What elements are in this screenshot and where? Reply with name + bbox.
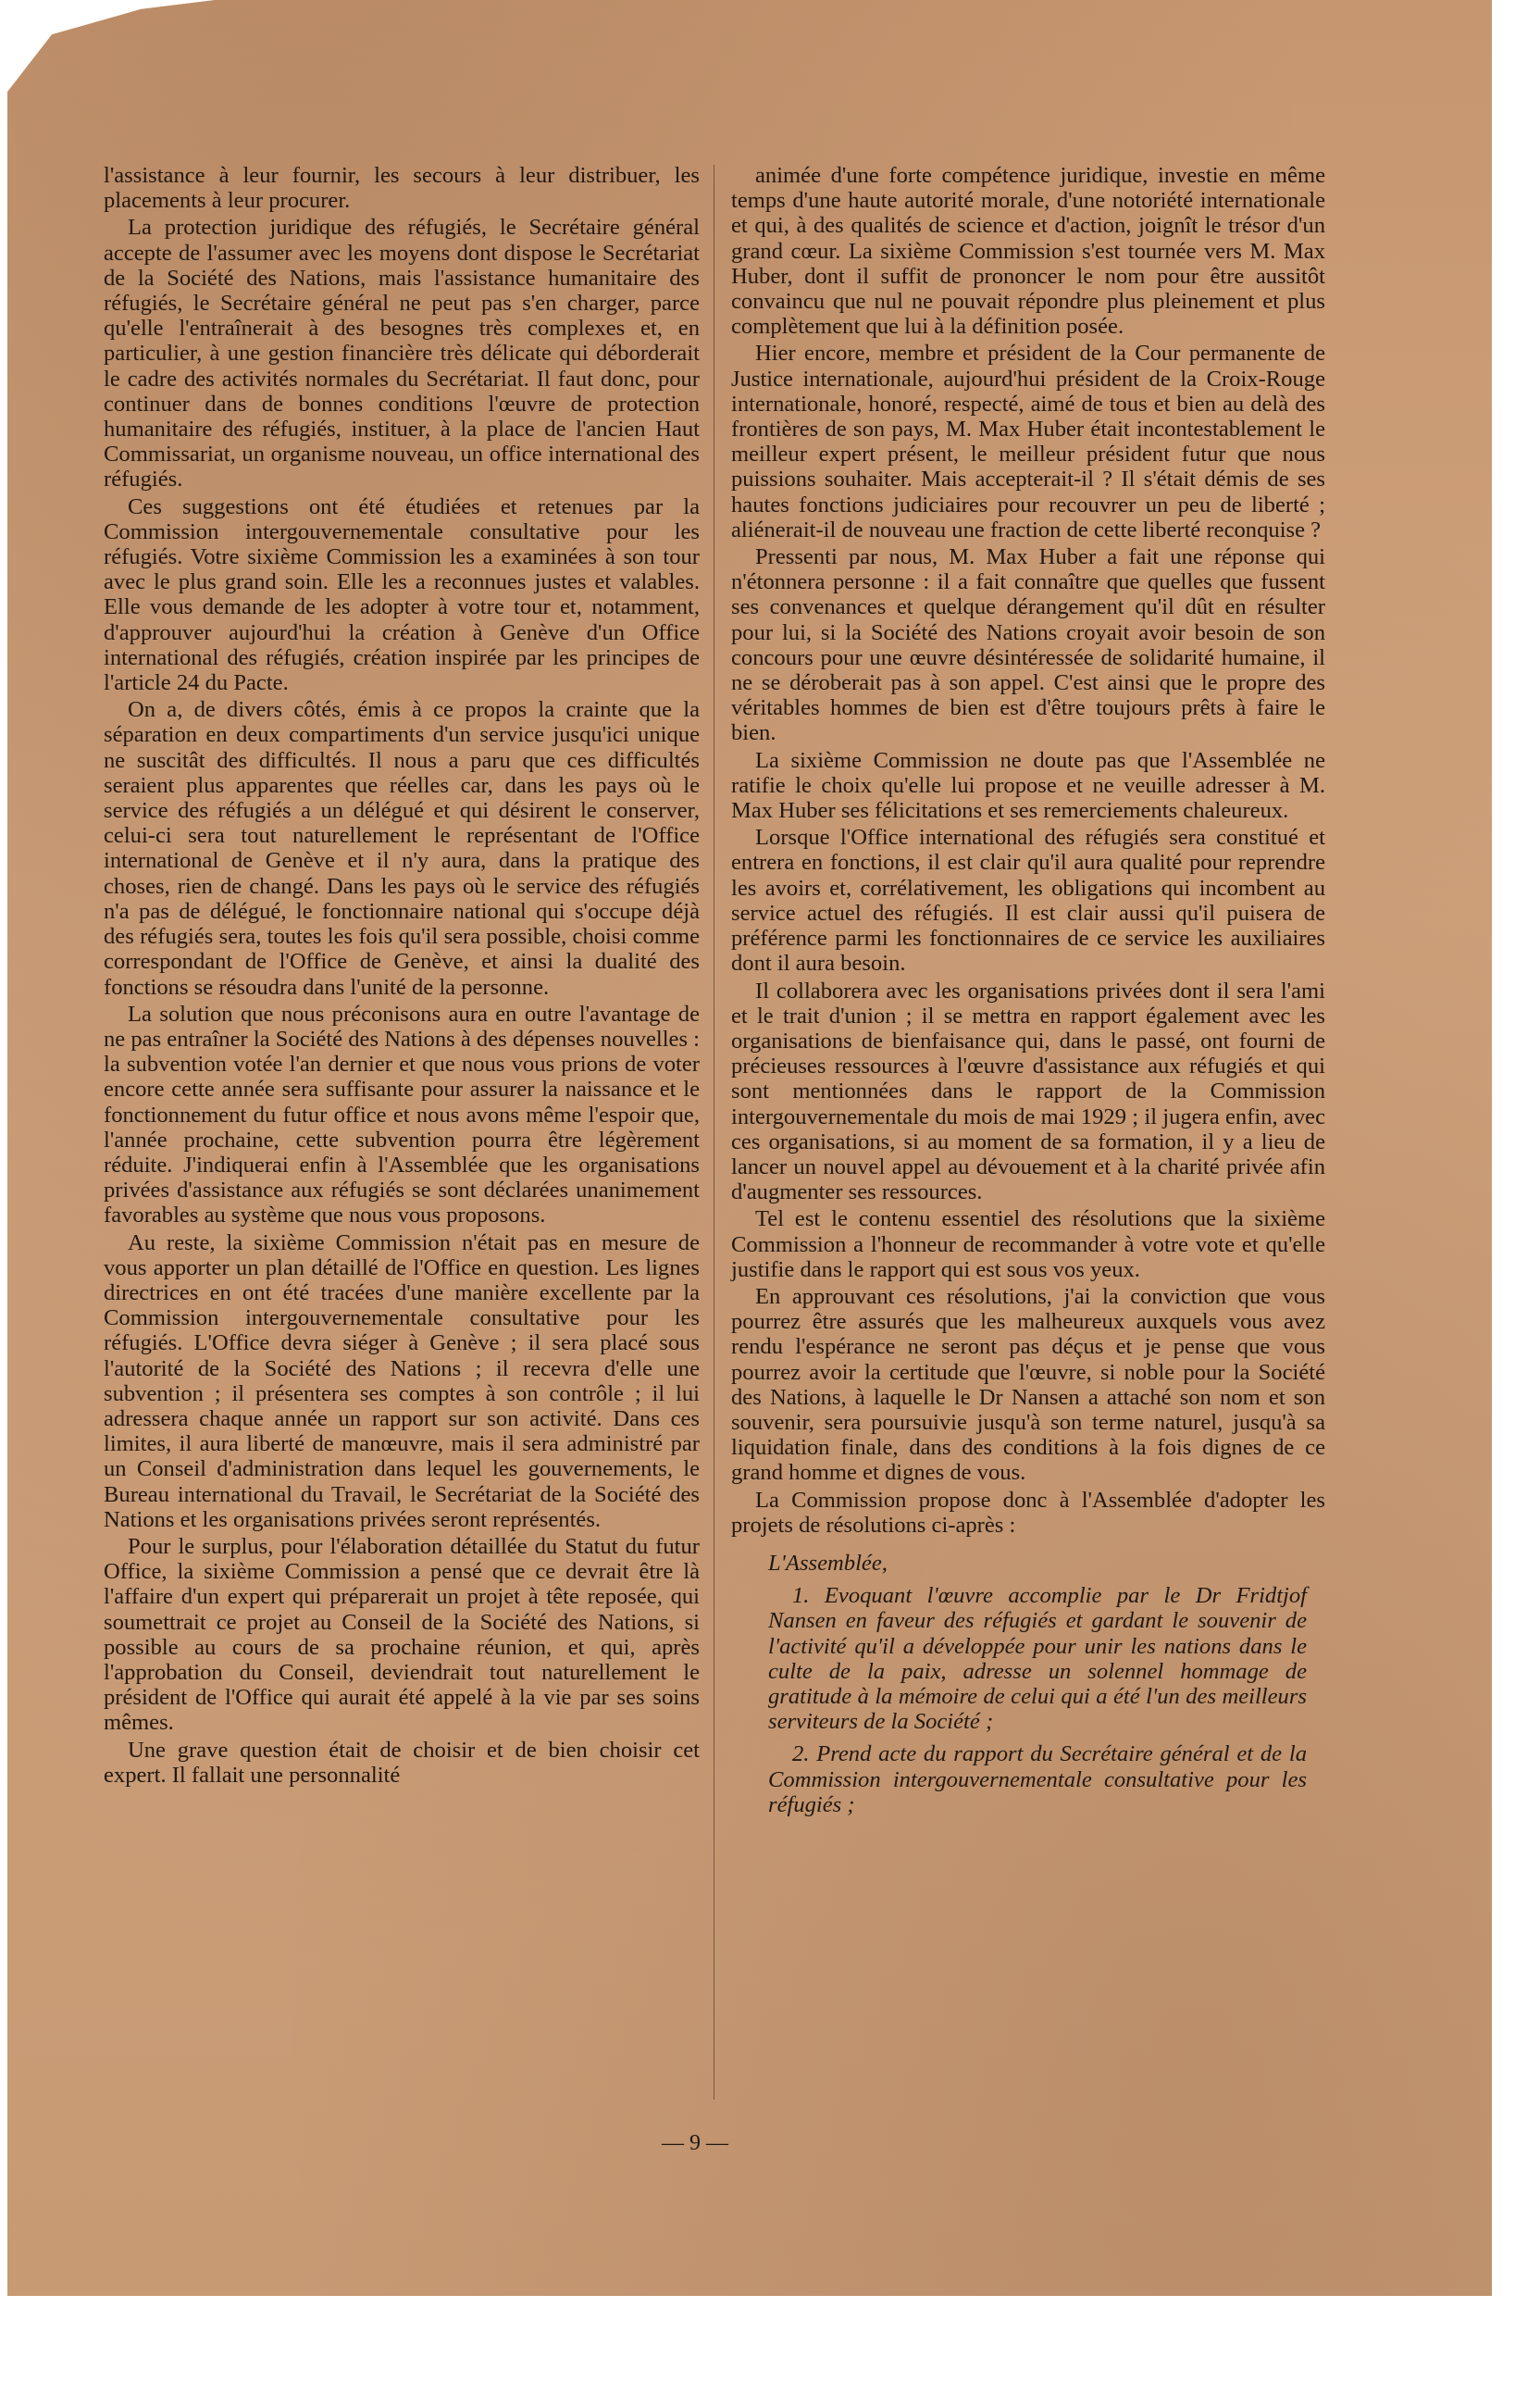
resolution-item: 2. Prend acte du rapport du Secrétaire général et de la Commission intergouvernementale consultative pour les réfugiés ; xyxy=(768,1741,1307,1817)
paragraph: Pressenti par nous, M. Max Huber a fait une réponse qui n'étonnera personne : il a fait connaître que quelles que fussent ses convenances et quelque dérangement qu'il dût en résulter pour lui, si la Société des Nations croyait avoir besoin de son concours pour une œuvre désintéressée de solidarité humaine, il ne se déroberait pas à son appel. C'est ainsi que le propre des véritables hommes de bien est d'être toujours prêts à faire le bien. xyxy=(731,544,1325,746)
paragraph: Tel est le contenu essentiel des résolutions que la sixième Commission a l'honneur de recommander à votre vote et qu'elle justifie dans le rapport qui est sous vos yeux. xyxy=(731,1206,1325,1282)
paragraph: animée d'une forte compétence juridique, investie en même temps d'une haute autorité morale, d'une notoriété internationale et qui, à des qualités de science et d'action, joignît le trésor d'un grand cœur. La sixième Commission s'est tournée vers M. Max Huber, dont il suffit de prononcer le nom pour être aussitôt convaincu que nul ne pouvait répondre plus pleinement et plus complètement que lui à la définition posée. xyxy=(731,163,1325,340)
paragraph: l'assistance à leur fournir, les secours à leur distribuer, les placements à leur procurer. xyxy=(104,163,700,214)
paragraph: Lorsque l'Office international des réfugiés sera constitué et entrera en fonctions, il est clair qu'il aura qualité pour reprendre les avoirs et, corrélativement, les obligations qui incombent au service actuel des réfugiés. Il est clair aussi qu'il puisera de préférence parmi les fonctionnaires de ce service les auxiliaires dont il aura besoin. xyxy=(731,825,1325,977)
paragraph: Au reste, la sixième Commission n'était pas en mesure de vous apporter un plan détaillé de l'Office en question. Les lignes directrices en ont été tracées d'une manière excellente par la Commission intergouvernementale consultative pour les réfugiés. L'Office devra siéger à Genève ; il sera placé sous l'autorité de la Société des Nations ; il recevra d'elle une subvention ; il présentera ses comptes à son contrôle ; il lui adressera chaque année un rapport sur son activité. Dans ces limites, il aura liberté de manœuvre, mais il sera administré par un Conseil d'administration dans lequel les gouvernements, le Bureau international du Travail, le Secrétariat de la Société des Nations et les organisations privées seront représentés. xyxy=(104,1229,700,1532)
paragraph: Pour le surplus, pour l'élaboration détaillée du Statut du futur Office, la sixième Commission a pensé que ce devrait être là l'affaire d'un expert qui préparerait un projet à tête reposée, qui soumettrait ce projet au Conseil de la Société des Nations, si possible au cours de sa prochaine réunion, et qui, après l'approbation du Conseil, deviendrait tout naturellement le président de l'Office qui aurait été appelé à la vie par ses soins mêmes. xyxy=(104,1533,700,1736)
paragraph: Une grave question était de choisir et de bien choisir cet expert. Il fallait une personnalité xyxy=(104,1737,700,1788)
paragraph: Il collaborera avec les organisations privées dont il sera l'ami et le trait d'union ; il se mettra en rapport également avec les organisations de bienfaisance qui, dans le passé, ont fourni de précieuses ressources à l'œuvre d'assistance aux réfugiés et qui sont mentionnées dans le rapport de la Commission intergouvernementale du mois de mai 1929 ; il jugera enfin, avec ces organisations, si au moment de sa formation, il y a lieu de lancer un nouvel appel au dévouement et à la charité privée afin d'augmenter ses ressources. xyxy=(731,978,1325,1205)
page-number: — 9 — xyxy=(662,2131,728,2155)
paragraph: La solution que nous préconisons aura en outre l'avantage de ne pas entraîner la Société des Nations à des dépenses nouvelles : la subvention votée l'an dernier et que nous vous prions de voter encore cette année sera suffisante pour assurer la naissance et le fonctionnement du futur office et nous avons même l'espoir que, l'année prochaine, cette subvention pourra être légèrement réduite. J'indiquerai enfin à l'Assemblée que les organisations privées d'assistance aux réfugiés se sont déclarées unanimement favorables au système que nous vous proposons. xyxy=(104,1001,701,1228)
resolution-preamble: L'Assemblée, xyxy=(768,1550,888,1576)
draft-resolution xyxy=(731,1551,1325,1817)
paragraph: Ces suggestions ont été étudiées et retenues par la Commission intergouvernementale consultative pour les réfugiés. Votre sixième Commission les a examinées à son tour avec le plus grand soin. Elle les a reconnues justes et valables. Elle vous demande de les adopter à votre tour et, notamment, d'approuver aujourd'hui la création à Genève d'un Office international des réfugiés, création inspirée par les principes de l'article 24 du Pacte. xyxy=(104,493,700,696)
paragraph: La sixième Commission ne doute pas que l'Assemblée ne ratifie le choix qu'elle lui propose et ne veuille adresser à M. Max Huber ses félicitations et ses remerciements chaleureux. xyxy=(731,747,1325,824)
paragraph: En approuvant ces résolutions, j'ai la conviction que vous pourrez être assurés que les malheureux auxquels vous avez rendu l'espérance ne seront pas déçus et je pense que vous pourrez avoir la certitude que l'œuvre, si noble pour la Société des Nations, à laquelle le Dr Nansen a attaché son nom et son souvenir, sera poursuivie jusqu'à son terme naturel, jusqu'à sa liquidation finale, dans des conditions à la fois dignes de ce grand homme et dignes de vous. xyxy=(731,1283,1325,1486)
paragraph: La Commission propose donc à l'Assemblée d'adopter les projets de résolutions ci-après : xyxy=(731,1487,1325,1538)
paragraph: On a, de divers côtés, émis à ce propos la crainte que la séparation en deux compartiments d'un service jusqu'ici unique ne suscitât des difficultés. Il nous a paru que ces difficultés seraient plus apparentes que réelles car, dans les pays où le service des réfugiés a un délégué et qui désirent le conserver, celui-ci sera tout naturellement le représentant de l'Office international de Genève et il n'y aura, dans la pratique des choses, rien de changé. Dans les pays où le service des réfugiés n'a pas de délégué, le fonctionnaire national qui s'occupe déjà des réfugiés sera, toutes les fois qu'il sera possible, choisi comme correspondant de l'Office de Genève, et ainsi la dualité des fonctions se résoudra dans l'unité de la personne. xyxy=(104,697,700,1000)
right-column xyxy=(731,163,1325,1817)
paragraph: La protection juridique des réfugiés, le Secrétaire général accepte de l'assumer avec les moyens dont dispose le Secrétariat de la Société des Nations, mais l'assistance humanitaire des réfugiés, le Secrétaire général ne peut pas s'en charger, parce qu'elle l'entraînerait à des besognes très complexes et, en particulier, à une gestion financière très délicate qui déborderait le cadre des activités normales du Secrétariat. Il faut donc, pour continuer dans de bonnes conditions l'œuvre de protection humanitaire des réfugiés, instituer, à la place de l'ancien Haut Commissariat, un organisme nouveau, un office international des réfugiés. xyxy=(104,215,700,493)
left-column xyxy=(104,163,700,1788)
paragraph: Hier encore, membre et président de la Cour permanente de Justice internationale, aujourd'hui président de la Croix-Rouge internationale, honoré, respecté, aimé de tous et bien au delà des frontières de son pays, M. Max Huber était incontestablement le meilleur expert présent, le meilleur président futur que nous puissions souhaiter. Mais accepterait-il ? Il s'était démis de ses hautes fonctions judiciaires pour recouvrer un peu de liberté ; aliénerait-il de nouveau une fraction de cette liberté reconquise ? xyxy=(731,341,1325,543)
resolution-item: 1. Evoquant l'œuvre accomplie par le Dr Fridtjof Nansen en faveur des réfugiés et gardant le souvenir de l'activité qu'il a développée pour unir les nations dans le culte de la paix, adresse un solennel hommage de gratitude à la mémoire de celui qui a été l'un des meilleurs serviteurs de la Société ; xyxy=(768,1583,1307,1735)
